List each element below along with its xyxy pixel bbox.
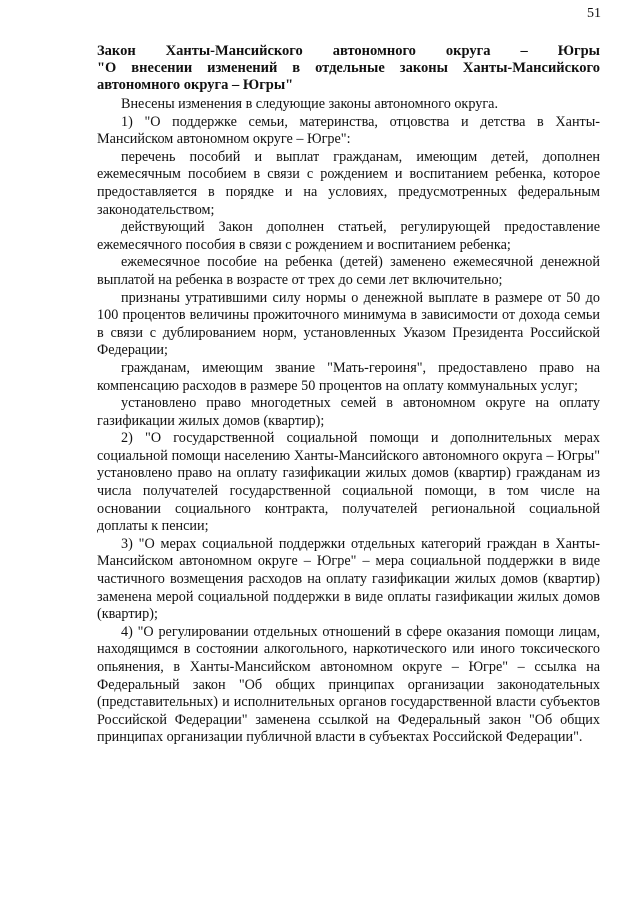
- document-title: [97, 43, 600, 94]
- paragraph-law-1-item-1: перечень пособий и выплат гражданам, имеющим детей, дополнен ежемесячным пособием в связи с рождением и воспитанием ребенка, которое предоставляется в порядке и на условиях, предусмотренных федеральным законодательством;: [97, 148, 600, 218]
- paragraph-law-1-item-2: действующий Закон дополнен статьей, регулирующей предоставление ежемесячного пособия в связи с рождением и воспитанием ребенка;: [97, 219, 600, 253]
- paragraph-law-1-item-6: установлено право многодетных семей в автономном округе на оплату газификации жилых домов (квартир);: [97, 395, 600, 429]
- paragraph-law-1-item-3: ежемесячное пособие на ребенка (детей) заменено ежемесячной денежной выплатой на ребенка в возрасте от трех до семи лет включительно;: [97, 254, 600, 288]
- title-line-law: Закон Ханты-Мансийского автономного округа – Югры: [97, 43, 600, 59]
- title-line-name: "О внесении изменений в отдельные законы Ханты-Мансийского автономного округа – Югры": [97, 60, 600, 93]
- document-content: [97, 43, 600, 747]
- document-body: [97, 96, 600, 747]
- paragraph-law-1: 1) "О поддержке семьи, материнства, отцовства и детства в Ханты-Мансийском автономном округе – Югре":: [97, 113, 600, 148]
- page-number: 51: [587, 6, 601, 21]
- paragraph-law-1-item-4: признаны утратившими силу нормы о денежной выплате в размере от 50 до 100 процентов величины прожиточного минимума в зависимости от дохода семьи в связи с дублированием норм, установленных Указом Президента Российской Федерации;: [97, 289, 600, 359]
- paragraph-intro: Внесены изменения в следующие законы автономного округа.: [121, 96, 498, 112]
- paragraph-law-2: 2) "О государственной социальной помощи и дополнительных мерах социальной помощи населению Ханты-Мансийского автономного округа – Югры" установлено право на оплату газификации жилых домов (квартир) гражданам из числа получателей государственной социальной помощи, в том числе на основании социального контракта, получателей региональной социальной доплаты к пенсии;: [97, 430, 600, 535]
- paragraph-law-1-item-5: гражданам, имеющим звание "Мать-героиня", предоставлено право на компенсацию расходов в размере 50 процентов на оплату коммунальных услуг;: [97, 359, 600, 394]
- paragraph-law-4: 4) "О регулировании отдельных отношений в сфере оказания помощи лицам, находящимся в состоянии алкогольного, наркотического или иного токсического опьянения, в Ханты-Мансийском автономном округе – Югре" – ссылка на Федеральный закон "Об общих принципах организации законодательных (представительных) и исполнительных органов государственной власти субъектов Российской Федерации" заменена ссылкой на Федеральный закон "Об общих принципах организации публичной власти в субъектах Российской Федерации".: [97, 623, 600, 746]
- paragraph-law-3: 3) "О мерах социальной поддержки отдельных категорий граждан в Ханты-Мансийском автономном округе – Югре" – мера социальной поддержки в виде частичного возмещения расходов на оплату газификации жилых домов (квартир) заменена мерой социальной поддержки в виде оплаты газификации жилых домов (квартир);: [97, 535, 600, 623]
